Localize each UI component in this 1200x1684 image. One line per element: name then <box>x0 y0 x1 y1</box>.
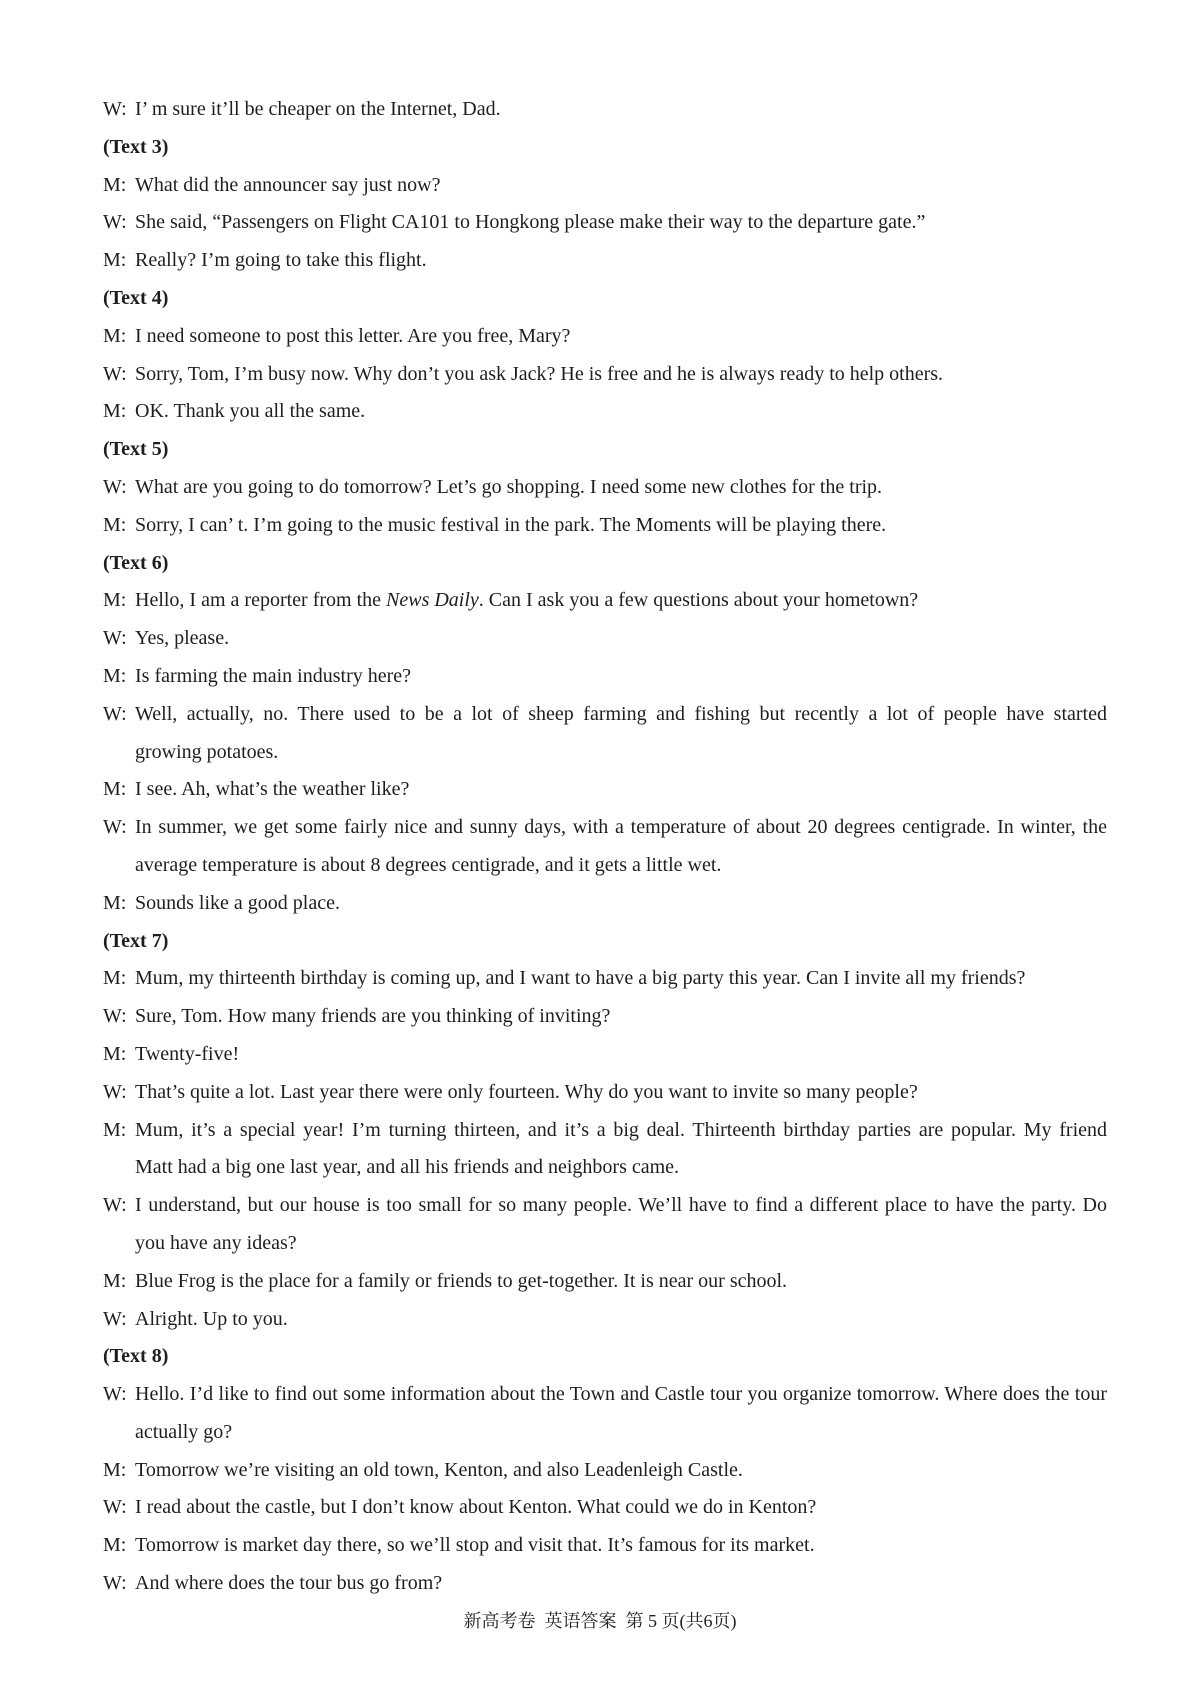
speaker-label: M: <box>103 324 127 347</box>
speaker-label: W: <box>103 98 127 120</box>
speaker-label: M: <box>103 1269 127 1292</box>
utterance-text: That’s quite a lot. Last year there were only fourteen. Why do you want to invite so many people? <box>135 1080 918 1103</box>
utterance-continuation <box>103 1225 1107 1263</box>
utterance <box>103 1565 1107 1603</box>
utterance <box>103 242 1107 280</box>
utterance-text: Is farming the main industry here? <box>135 664 412 687</box>
speaker-label: M: <box>103 1534 127 1557</box>
section-heading: (Text 3) <box>103 135 169 158</box>
speaker-label: W: <box>103 627 127 650</box>
speaker-label: W: <box>103 816 127 839</box>
utterance-text: What did the announcer say just now? <box>135 173 441 196</box>
utterance-continuation <box>103 847 1107 885</box>
speaker-label: M: <box>103 513 127 536</box>
utterance-text: Hello, I am a reporter from the <box>135 589 387 612</box>
utterance-text: Tomorrow we’re visiting an old town, Kenton, and also Leadenleigh Castle. <box>135 1458 743 1481</box>
utterance-text: She said, “Passengers on Flight CA101 to Hongkong please make their way to the departure gate.” <box>135 211 926 234</box>
utterance <box>103 204 1107 242</box>
utterance <box>103 960 1107 998</box>
speaker-label: W: <box>103 1307 127 1330</box>
utterance <box>103 1263 1107 1301</box>
utterance <box>103 507 1107 545</box>
speaker-label: W: <box>103 1005 127 1028</box>
utterance <box>103 658 1107 696</box>
listening-transcript <box>103 91 1107 1603</box>
utterance <box>103 318 1107 356</box>
utterance-text: Hello. I’d like to find out some information about the Town and Castle tour you organize tomorrow. Where does the tour <box>135 1383 1107 1406</box>
utterance <box>103 1489 1107 1527</box>
utterance <box>103 469 1107 507</box>
utterance <box>103 809 1107 847</box>
section-heading: (Text 5) <box>103 438 169 461</box>
speaker-label: W: <box>103 211 127 234</box>
speaker-label: M: <box>103 249 127 272</box>
utterance <box>103 1376 1107 1414</box>
utterance-text: What are you going to do tomorrow? Let’s go shopping. I need some new clothes for the trip. <box>135 475 883 498</box>
utterance-continuation <box>103 1149 1107 1187</box>
utterance-text: And where does the tour bus go from? <box>135 1572 443 1595</box>
utterance-text: Really? I’m going to take this flight. <box>135 249 427 272</box>
utterance <box>103 998 1107 1036</box>
speaker-label: W: <box>103 1572 127 1595</box>
utterance-text: average temperature is about 8 degrees centigrade, and it gets a little wet. <box>135 853 722 876</box>
speaker-label: M: <box>103 589 127 612</box>
utterance-text: Mum, my thirteenth birthday is coming up, and I want to have a big party this year. Can I invite all my friends? <box>135 967 1026 990</box>
utterance-text: Alright. Up to you. <box>135 1307 288 1330</box>
utterance <box>103 696 1107 734</box>
speaker-label: M: <box>103 1118 127 1141</box>
section-heading: (Text 6) <box>103 551 169 574</box>
utterance <box>103 1036 1107 1074</box>
utterance-continuation <box>103 734 1107 772</box>
speaker-label: W: <box>103 1080 127 1103</box>
utterance <box>103 356 1107 394</box>
speaker-label: W: <box>103 362 127 385</box>
speaker-label: M: <box>103 778 127 801</box>
utterance-text: Matt had a big one last year, and all his friends and neighbors came. <box>135 1156 680 1179</box>
utterance-text: I need someone to post this letter. Are you free, Mary? <box>135 324 571 347</box>
speaker-label: M: <box>103 173 127 196</box>
utterance-text: . Can I ask you a few questions about your hometown? <box>478 589 919 612</box>
utterance-text: I read about the castle, but I don’t know about Kenton. What could we do in Kenton? <box>135 1496 817 1519</box>
utterance <box>103 885 1107 923</box>
utterance-text: Sorry, I can’ t. I’m going to the music festival in the park. The Moments will be playing there. <box>135 513 887 536</box>
utterance <box>103 393 1107 431</box>
utterance-continuation <box>103 1414 1107 1452</box>
utterance-text: Tomorrow is market day there, so we’ll stop and visit that. It’s famous for its market. <box>135 1534 815 1557</box>
speaker-label: W: <box>103 1496 127 1519</box>
utterance-text: Sorry, Tom, I’m busy now. Why don’t you ask Jack? He is free and he is always ready to help others. <box>135 362 944 385</box>
page-footer: 新高考卷 英语答案 第 5 页(共6页) <box>463 1611 737 1631</box>
utterance-text: Blue Frog is the place for a family or friends to get-together. It is near our school. <box>135 1269 788 1292</box>
speaker-label: M: <box>103 891 127 914</box>
speaker-label: W: <box>103 702 127 725</box>
speaker-label: M: <box>103 400 127 423</box>
speaker-label: W: <box>103 1383 127 1406</box>
utterance-text: I see. Ah, what’s the weather like? <box>135 778 410 801</box>
utterance <box>103 620 1107 658</box>
section-heading: (Text 7) <box>103 929 169 952</box>
utterance-text: you have any ideas? <box>135 1231 297 1254</box>
utterance <box>103 1452 1107 1490</box>
section-heading: (Text 8) <box>103 1345 169 1368</box>
utterance-text: In summer, we get some fairly nice and sunny days, with a temperature of about 20 degrees centigrade. In winter, the <box>135 816 1107 839</box>
utterance-text: Well, actually, no. There used to be a lot of sheep farming and fishing but recently a lot of people have started <box>135 702 1107 725</box>
utterance <box>103 1187 1107 1225</box>
utterance <box>103 771 1107 809</box>
utterance-text: OK. Thank you all the same. <box>135 400 366 423</box>
utterance-text: growing potatoes. <box>135 740 279 763</box>
utterance-text: Twenty-five! <box>135 1042 240 1065</box>
speaker-label: W: <box>103 475 127 498</box>
utterance-text: Sounds like a good place. <box>135 891 340 914</box>
utterance <box>103 1074 1107 1112</box>
section-heading: (Text 4) <box>103 286 169 309</box>
utterance <box>103 1527 1107 1565</box>
utterance-text: I’ m sure it’ll be cheaper on the Internet, Dad. <box>135 98 501 120</box>
utterance <box>103 1112 1107 1150</box>
utterance-text: Yes, please. <box>135 627 230 650</box>
publication-title: News Daily <box>386 589 479 612</box>
speaker-label: M: <box>103 967 127 990</box>
speaker-label: M: <box>103 1042 127 1065</box>
speaker-label: W: <box>103 1194 127 1217</box>
utterance-text: actually go? <box>135 1420 233 1443</box>
utterance-text: Mum, it’s a special year! I’m turning thirteen, and it’s a big deal. Thirteenth birthday parties are popular. My friend <box>135 1118 1107 1141</box>
utterance-text: I understand, but our house is too small for so many people. We’ll have to find a different place to have the party. Do <box>135 1194 1107 1217</box>
utterance <box>103 91 1107 129</box>
utterance <box>103 1301 1107 1339</box>
speaker-label: M: <box>103 1458 127 1481</box>
speaker-label: M: <box>103 664 127 687</box>
utterance <box>103 167 1107 205</box>
utterance <box>103 582 1107 620</box>
utterance-text: Sure, Tom. How many friends are you thinking of inviting? <box>135 1005 611 1028</box>
